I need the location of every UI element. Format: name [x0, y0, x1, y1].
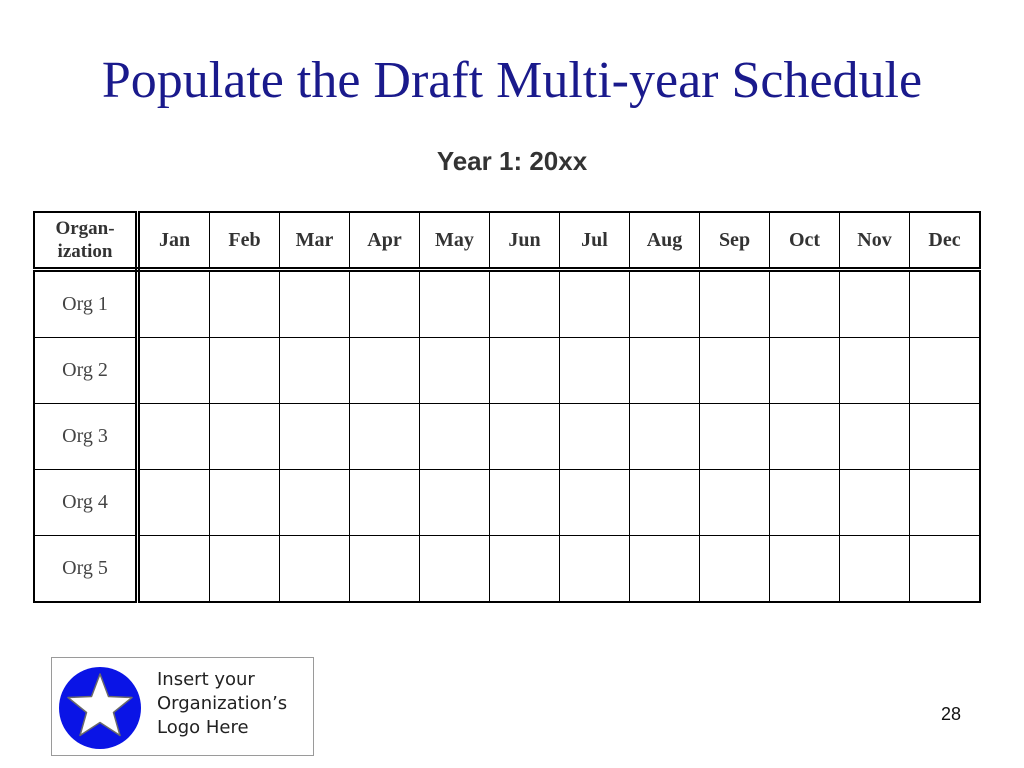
schedule-cell[interactable] [910, 470, 981, 536]
schedule-cell[interactable] [630, 536, 700, 603]
logo-text-line1: Insert your [157, 669, 255, 690]
schedule-cell[interactable] [560, 404, 630, 470]
schedule-cell[interactable] [138, 338, 210, 404]
schedule-cell[interactable] [280, 536, 350, 603]
table-header-row [34, 212, 980, 270]
org-label: Org 4 [34, 470, 138, 536]
schedule-cell[interactable] [700, 536, 770, 603]
schedule-cell[interactable] [350, 338, 420, 404]
schedule-cell[interactable] [210, 270, 280, 338]
schedule-cell[interactable] [700, 338, 770, 404]
schedule-cell[interactable] [350, 404, 420, 470]
month-header-nov: Nov [840, 212, 910, 270]
page-number: 28 [940, 704, 962, 724]
schedule-cell[interactable] [210, 536, 280, 603]
schedule-cell[interactable] [490, 338, 560, 404]
table-row [34, 270, 980, 338]
schedule-cell[interactable] [280, 338, 350, 404]
slide-title: Populate the Draft Multi-year Schedule [101, 52, 923, 109]
org-label: Org 3 [34, 404, 138, 470]
month-header-sep: Sep [700, 212, 770, 270]
schedule-cell[interactable] [630, 270, 700, 338]
schedule-cell[interactable] [910, 404, 981, 470]
table-row [34, 470, 980, 536]
month-header-feb: Feb [210, 212, 280, 270]
star-in-circle-icon [58, 666, 142, 750]
schedule-cell[interactable] [560, 536, 630, 603]
schedule-cell[interactable] [280, 470, 350, 536]
schedule-cell[interactable] [490, 270, 560, 338]
schedule-cell[interactable] [560, 338, 630, 404]
schedule-cell[interactable] [840, 404, 910, 470]
schedule-cell[interactable] [420, 338, 490, 404]
schedule-cell[interactable] [700, 404, 770, 470]
logo-placeholder-text [157, 668, 307, 740]
schedule-cell[interactable] [630, 470, 700, 536]
organization-column-header [34, 212, 138, 270]
schedule-cell[interactable] [840, 470, 910, 536]
logo-placeholder [51, 657, 314, 756]
corner-label-line2: ization [57, 241, 113, 262]
schedule-cell[interactable] [910, 338, 981, 404]
schedule-cell[interactable] [700, 470, 770, 536]
org-label: Org 2 [34, 338, 138, 404]
schedule-cell[interactable] [560, 270, 630, 338]
schedule-cell[interactable] [700, 270, 770, 338]
schedule-cell[interactable] [350, 536, 420, 603]
corner-label-line1: Organ- [55, 218, 115, 239]
schedule-cell[interactable] [490, 536, 560, 603]
table-row [34, 404, 980, 470]
month-header-jan: Jan [138, 212, 210, 270]
schedule-cell[interactable] [770, 404, 840, 470]
schedule-cell[interactable] [210, 404, 280, 470]
month-header-dec: Dec [910, 212, 981, 270]
schedule-cell[interactable] [840, 338, 910, 404]
org-label: Org 1 [34, 270, 138, 338]
schedule-cell[interactable] [420, 470, 490, 536]
month-header-aug: Aug [630, 212, 700, 270]
schedule-cell[interactable] [770, 338, 840, 404]
schedule-cell[interactable] [770, 270, 840, 338]
org-label: Org 5 [34, 536, 138, 603]
schedule-cell[interactable] [138, 536, 210, 603]
schedule-cell[interactable] [560, 470, 630, 536]
month-header-oct: Oct [770, 212, 840, 270]
schedule-cell[interactable] [138, 470, 210, 536]
schedule-cell[interactable] [210, 338, 280, 404]
logo-text-line2: Organization’s [157, 693, 288, 714]
schedule-cell[interactable] [280, 404, 350, 470]
schedule-cell[interactable] [490, 470, 560, 536]
table-row [34, 536, 980, 603]
schedule-cell[interactable] [210, 470, 280, 536]
schedule-cell[interactable] [840, 270, 910, 338]
schedule-cell[interactable] [350, 470, 420, 536]
logo-text-line3: Logo Here [157, 717, 249, 738]
table-row [34, 338, 980, 404]
schedule-cell[interactable] [770, 470, 840, 536]
month-header-jun: Jun [490, 212, 560, 270]
schedule-cell[interactable] [770, 536, 840, 603]
month-header-may: May [420, 212, 490, 270]
schedule-cell[interactable] [630, 338, 700, 404]
month-header-mar: Mar [280, 212, 350, 270]
schedule-cell[interactable] [630, 404, 700, 470]
year-subtitle: Year 1: 20xx [436, 146, 588, 176]
schedule-cell[interactable] [910, 270, 981, 338]
month-header-jul: Jul [560, 212, 630, 270]
schedule-table [33, 211, 981, 603]
schedule-cell[interactable] [420, 270, 490, 338]
schedule-cell[interactable] [350, 270, 420, 338]
schedule-cell[interactable] [490, 404, 560, 470]
month-header-apr: Apr [350, 212, 420, 270]
schedule-cell[interactable] [138, 404, 210, 470]
schedule-cell[interactable] [420, 404, 490, 470]
schedule-cell[interactable] [138, 270, 210, 338]
schedule-cell[interactable] [910, 536, 981, 603]
schedule-cell[interactable] [280, 270, 350, 338]
schedule-cell[interactable] [840, 536, 910, 603]
schedule-cell[interactable] [420, 536, 490, 603]
